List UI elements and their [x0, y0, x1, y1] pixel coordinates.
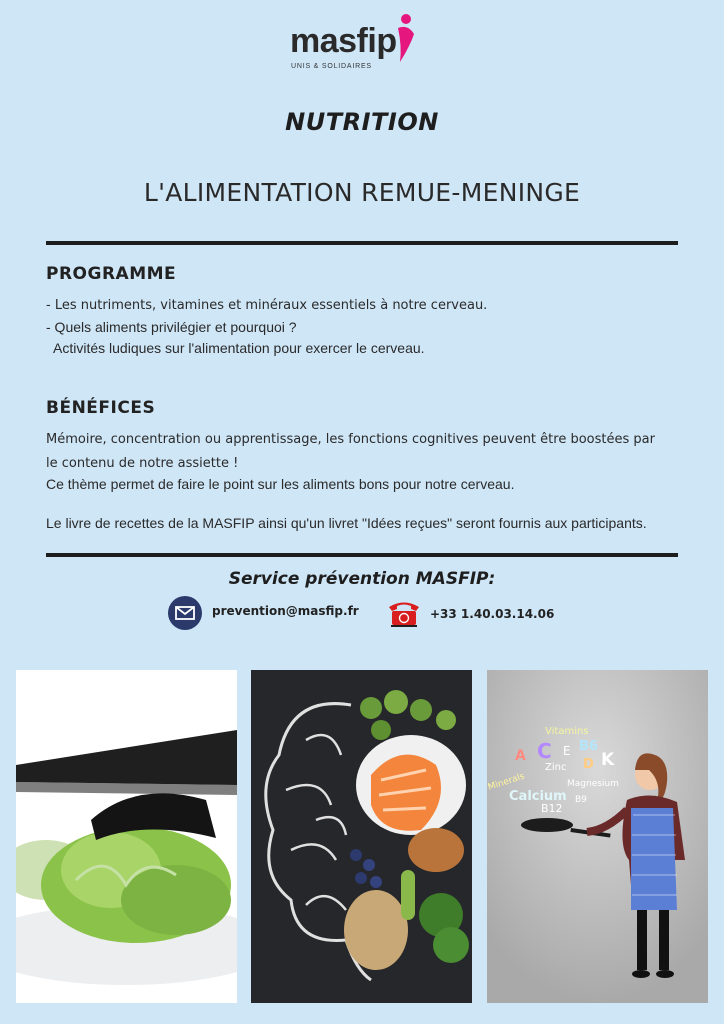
nutrient-word: B12	[541, 802, 563, 815]
contact-phone[interactable]: +33 1.40.03.14.06	[430, 607, 555, 621]
nutrient-word: Calcium	[509, 789, 567, 804]
logo-tagline: UNIS & SOLIDAIRES	[291, 63, 372, 70]
nutrient-word: Vitamins	[545, 726, 589, 737]
nutrient-word: D	[583, 757, 594, 772]
page-title: NUTRITION	[285, 108, 439, 136]
photo-brain-foods	[251, 670, 472, 1003]
benefices-heading: BÉNÉFICES	[46, 398, 156, 418]
nutrient-word: K	[601, 750, 615, 770]
photo-woman-nutrients	[487, 670, 708, 1003]
logo-wordmark: masfip	[290, 22, 397, 60]
contact-email[interactable]: prevention@masfip.fr	[212, 604, 359, 618]
nutrient-word: C	[537, 739, 552, 763]
photo-lettuce-graduation-cap	[16, 670, 237, 1003]
telephone-icon	[387, 598, 421, 628]
nutrient-word: Magnesium	[567, 779, 619, 789]
contact-heading: Service prévention MASFIP:	[228, 569, 496, 589]
programme-heading: PROGRAMME	[46, 264, 177, 284]
nutrient-word: Minerals	[487, 771, 526, 793]
nutrient-word: E	[563, 744, 571, 758]
benefices-line: le contenu de notre assiette !	[46, 456, 239, 471]
divider-top	[46, 241, 678, 245]
programme-item: - Quels aliments privilégier et pourquoi ?	[46, 319, 297, 335]
programme-item: Activités ludiques sur l'alimentation pour exercer le cerveau.	[46, 340, 425, 356]
nutrient-word: B9	[575, 795, 587, 805]
divider-bottom	[46, 553, 678, 557]
benefices-line: Mémoire, concentration ou apprentissage, les fonctions cognitives peuvent être boostées par	[46, 432, 655, 447]
logo-figure-icon	[392, 12, 418, 68]
masfip-logo	[288, 10, 448, 80]
nutrient-word: B6	[579, 739, 598, 754]
benefices-line: Le livre de recettes de la MASFIP ainsi qu'un livret "Idées reçues" seront fournis aux participants.	[46, 515, 647, 531]
page-subtitle: L'ALIMENTATION REMUE-MENINGE	[143, 178, 581, 207]
nutrient-word: Zinc	[545, 762, 567, 773]
benefices-line: Ce thème permet de faire le point sur les aliments bons pour notre cerveau.	[46, 476, 515, 492]
programme-item: - Les nutriments, vitamines et minéraux essentiels à notre cerveau.	[46, 298, 488, 313]
nutrient-word: A	[515, 748, 526, 764]
envelope-icon	[168, 596, 202, 630]
